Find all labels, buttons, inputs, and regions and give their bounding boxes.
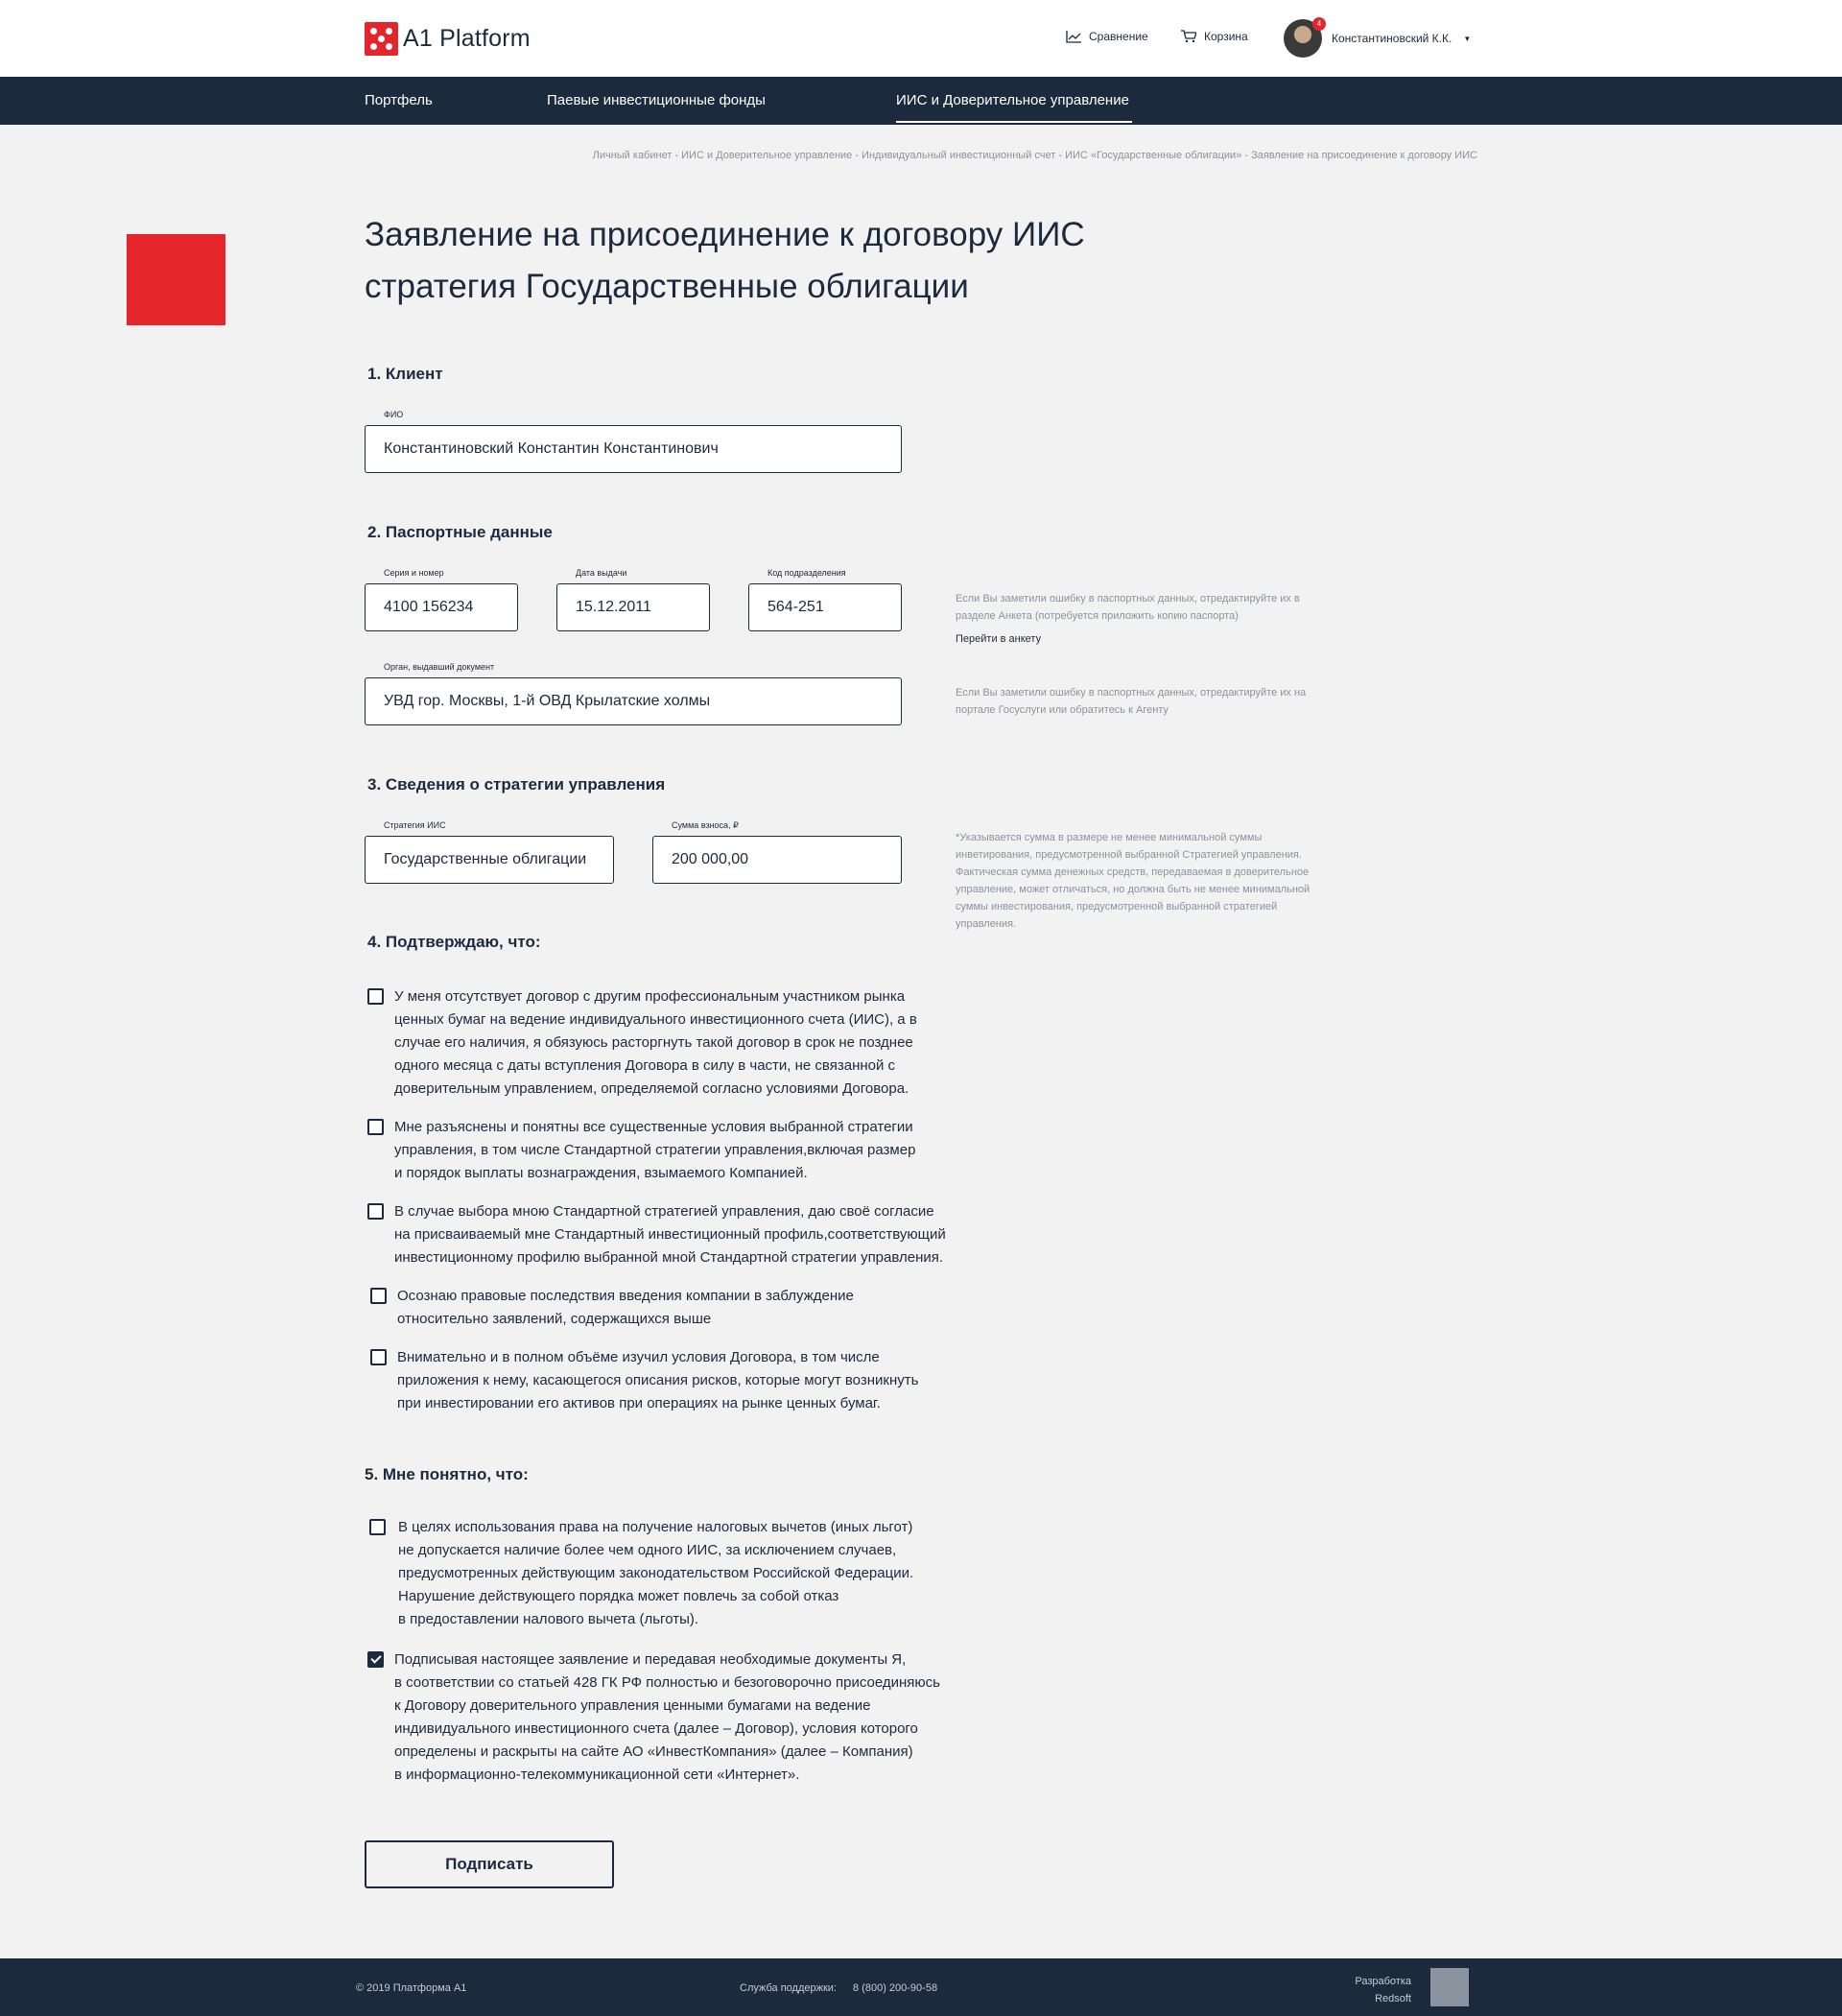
section-confirm-title: 4. Подтверждаю, что: <box>367 933 541 951</box>
profile-link[interactable]: Перейти в анкету <box>956 633 1042 645</box>
developer-label: Разработка <box>1355 1976 1411 1987</box>
chart-icon <box>1066 31 1081 43</box>
checkbox[interactable] <box>370 1349 387 1365</box>
issuer-note: Если Вы заметили ошибку в паспортных данных, отредактируйте их на портале Госуслуги или обратитесь к Агенту <box>956 687 1307 716</box>
passport-date-label: Дата выдачи <box>576 568 627 578</box>
checkbox[interactable] <box>369 1519 386 1535</box>
logo-icon <box>365 22 398 56</box>
redsoft-logo[interactable] <box>1430 1968 1469 2006</box>
strategy-field[interactable]: Государственные облигации <box>365 836 614 884</box>
understand-item-1[interactable] <box>369 1516 913 1631</box>
confirm-item-3[interactable] <box>367 1200 946 1269</box>
strategy-label: Стратегия ИИС <box>384 820 446 830</box>
confirm-item-4[interactable] <box>370 1285 854 1331</box>
logo-text: A1 Platform <box>403 25 531 52</box>
avatar[interactable] <box>1284 19 1322 58</box>
amount-note: *Указывается сумма в размере не менее минимальной суммы инветирования, предусмотренной выбранной Стратегией управления. Фактическая сумма денежных средств, передаваемая в доверительное управление, может отличаться, но должна быть не менее минимальной суммы инвестирования, предусмотренной выбранной стратегией управления. <box>956 832 1311 930</box>
decorative-red-square <box>127 234 225 325</box>
developer-name: Redsoft <box>1375 1993 1411 2004</box>
page-title-line-2: стратегия Государственные облигации <box>365 268 969 305</box>
top-header <box>0 0 1842 77</box>
nav-iis-trust[interactable]: ИИС и Доверительное управление <box>896 92 1129 108</box>
confirm-item-2[interactable] <box>367 1116 915 1185</box>
support-label: Служба поддержки: <box>740 1982 837 1994</box>
understand-item-2[interactable] <box>367 1648 940 1787</box>
nav-mutual-funds[interactable]: Паевые инвестиционные фонды <box>547 92 766 108</box>
footer-copyright: © 2019 Платформа А1 <box>356 1982 467 1994</box>
confirm-item-1[interactable] <box>367 985 917 1101</box>
user-name: Константиновский К.К. <box>1332 32 1452 45</box>
checkbox[interactable] <box>370 1288 387 1304</box>
breadcrumb[interactable]: Личный кабинет - ИИС и Доверительное управление - Индивидуальный инвестиционный счет - ИИС «Государственные облигации» - Заявление на присоединение к договору ИИС <box>592 150 1477 161</box>
fio-field[interactable]: Константиновский Константин Константинович <box>365 425 902 473</box>
checkbox[interactable] <box>367 988 384 1005</box>
page-title-line-1: Заявление на присоединение к договору ИИС <box>365 216 1085 253</box>
passport-code-field[interactable]: 564-251 <box>748 583 902 631</box>
checkbox[interactable] <box>367 1119 384 1135</box>
passport-code-label: Код подразделения <box>768 568 846 578</box>
support-phone[interactable]: 8 (800) 200-90-58 <box>853 1982 938 1994</box>
section-understand-title: 5. Мне понятно, что: <box>365 1465 529 1483</box>
confirm-item-5[interactable] <box>370 1346 918 1415</box>
cart-icon <box>1181 30 1196 43</box>
issuer-field[interactable]: УВД гор. Москвы, 1-й ОВД Крылатские холмы <box>365 677 902 725</box>
user-menu[interactable] <box>1284 19 1471 58</box>
notification-badge: 4 <box>1312 17 1326 31</box>
amount-label: Сумма взноса, ₽ <box>672 820 739 830</box>
confirm-item-5-text: Внимательно и в полном объёме изучил условия Договора, в том числе приложения к нему, касающегося описания рисков, которые могут возникнуть при инвестировании его активов при операциях на рынке ценных бумаг. <box>397 1349 919 1411</box>
sign-button[interactable]: Подписать <box>365 1840 614 1888</box>
checkbox[interactable] <box>367 1203 384 1220</box>
main-nav <box>0 77 1842 125</box>
section-client-title: 1. Клиент <box>367 365 443 383</box>
logo[interactable] <box>365 22 531 56</box>
confirm-item-2-text: Мне разъяснены и понятны все существенные условия выбранной стратегии управления, в том числе Стандартной стратегии управления,включая размер и порядок выплаты вознаграждения, взымаемого Компанией. <box>394 1119 916 1181</box>
developer-credit <box>1348 1973 1411 2007</box>
passport-note: Если Вы заметили ошибку в паспортных данных, отредактируйте их в разделе Анкета (потребуется приложить копию паспорта) <box>956 593 1300 622</box>
confirm-item-4-text: Осознаю правовые последствия введения компании в заблуждение относительно заявлений, содержащихся выше <box>397 1288 854 1327</box>
compare-label: Сравнение <box>1089 30 1148 43</box>
checkbox-checked[interactable] <box>367 1651 384 1668</box>
understand-item-1-text: В целях использования права на получение налоговых вычетов (иных льгот) не допускается наличие более чем одного ИИС, за исключением случаев, предусмотренных действующим законодательством Российской Федерации. Нарушение действующего порядка может повлечь за собой отказ в предоставлении налового вычета (льготы). <box>398 1519 914 1627</box>
page-title <box>365 209 1151 313</box>
understand-item-2-text: Подписывая настоящее заявление и передавая необходимые документы Я, в соответствии со статьей 428 ГК РФ полностью и безоговорочно присоединяюсь к Договору доверительного управления ценными бумагами на ведение индивидуального инвестиционного счета (далее – Договор), условия которого определены и раскрыты на сайте АО «ИнвестКомпания» (далее – Компания) в информационно-телекоммуникационной сети «Интернет». <box>394 1651 940 1783</box>
passport-series-label: Серия и номер <box>384 568 444 578</box>
compare-link[interactable] <box>1066 30 1148 43</box>
section-strategy-title: 3. Сведения о стратегии управления <box>367 775 666 794</box>
amount-field[interactable]: 200 000,00 <box>652 836 902 884</box>
cart-link[interactable] <box>1181 30 1248 43</box>
chevron-down-icon[interactable]: ▼ <box>1463 34 1472 43</box>
footer <box>0 1958 1842 2016</box>
confirm-item-1-text: У меня отсутствует договор с другим профессиональным участником рынка ценных бумаг на ведение индивидуального инвестиционного счета (ИИС), а в случае его наличия, я обязуюсь расторгнуть такой договор в срок не позднее одного месяца с даты вступления Договора в силу в части, не связанной с доверительным управлением, определяемой согласно условиями Договора. <box>394 988 917 1097</box>
nav-portfolio[interactable]: Портфель <box>365 92 433 108</box>
issuer-label: Орган, выдавший документ <box>384 662 495 672</box>
passport-series-field[interactable]: 4100 156234 <box>365 583 518 631</box>
confirm-item-3-text: В случае выбора мною Стандартной стратегией управления, даю своё согласие на присваиваемый мне Стандартный инвестиционный профиль,соответствующий инвестиционному профилю выбранной мной Стандартной стратегии управления. <box>394 1203 946 1266</box>
cart-label: Корзина <box>1204 30 1248 43</box>
fio-label: ФИО <box>384 410 404 419</box>
section-passport-title: 2. Паспортные данные <box>367 523 553 541</box>
passport-date-field[interactable]: 15.12.2011 <box>556 583 710 631</box>
